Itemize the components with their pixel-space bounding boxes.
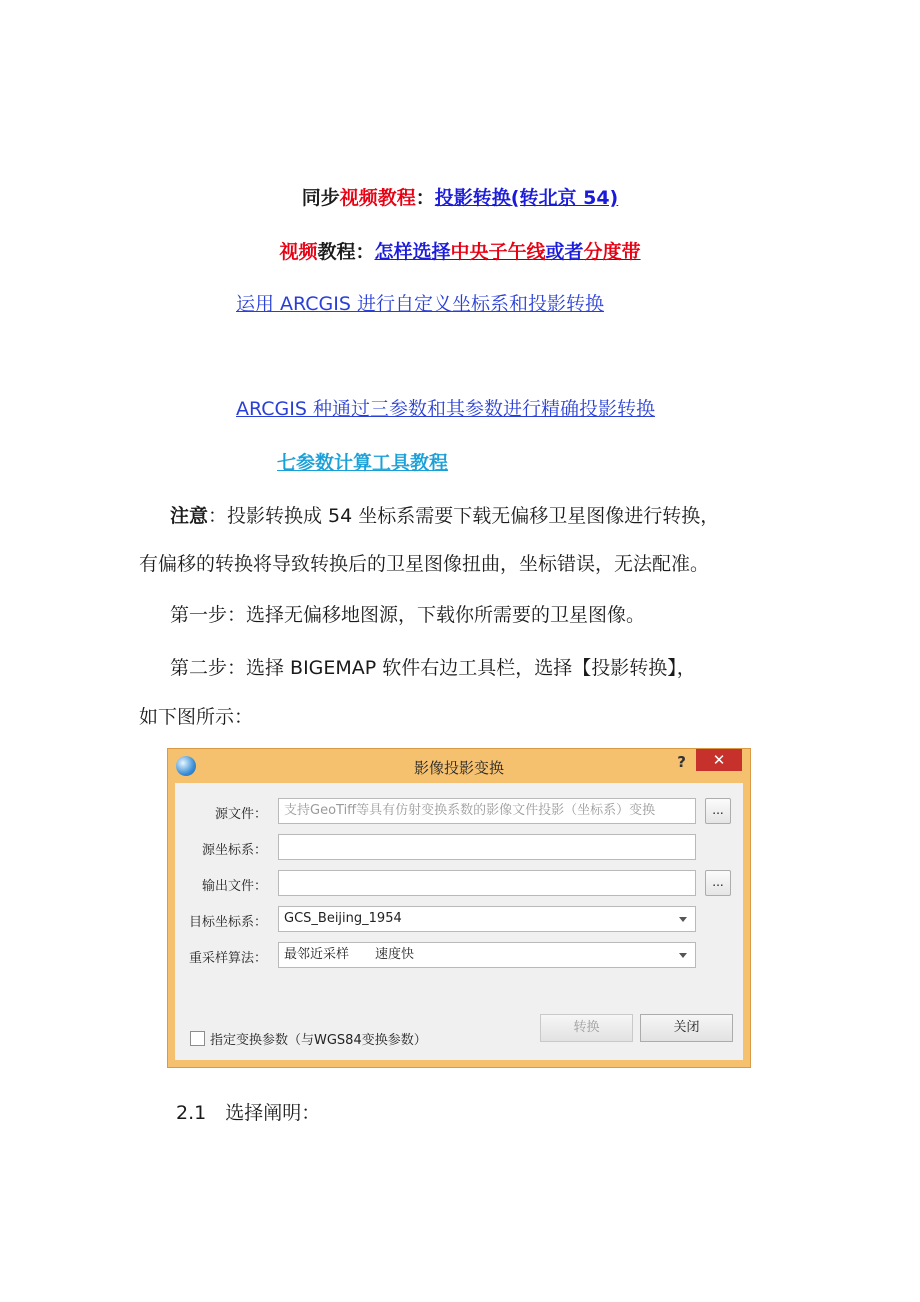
out-file-browse-button[interactable]: ...	[705, 870, 731, 896]
tutorial-label: 教程：	[317, 241, 375, 263]
note-label: 注意	[170, 505, 209, 527]
separator: ：	[415, 187, 435, 209]
note-text-2: 有偏移的转换将导致转换后的卫星图像扭曲，坐标错误，无法配准。	[139, 553, 710, 575]
seven-param-tool-link[interactable]: 七参数计算工具教程	[277, 452, 449, 474]
note-text-1: ：投影转换成 54 坐标系需要下载无偏移卫星图像进行转换，	[208, 505, 720, 527]
chevron-down-icon	[679, 953, 687, 958]
src-crs-input[interactable]	[278, 834, 696, 860]
arcgis-custom-crs-link[interactable]: 运用 ARCGIS 进行自定义坐标系和投影转换	[236, 293, 604, 315]
target-crs-label: 目标坐标系：	[188, 915, 267, 930]
projection-dialog	[167, 748, 751, 1068]
step-two: 第二步：选择 BIGEMAP 软件右边工具栏，选择【投影转换】，	[170, 657, 696, 679]
video-tutorial-label: 视频教程	[339, 187, 416, 209]
dialog-titlebar	[168, 749, 750, 783]
link-part-a: 怎样选择	[374, 241, 451, 263]
section-heading: 2.1 选择阐明：	[176, 1102, 321, 1124]
resample-select[interactable]	[278, 942, 696, 968]
out-file-label: 输出文件：	[201, 879, 267, 894]
projection-convert-link[interactable]: 投影转换(转北京 54)	[434, 187, 619, 209]
note-paragraph	[170, 501, 719, 528]
resample-value: 最邻近采样 速度快	[284, 947, 415, 962]
dialog-title: 影像投影变换	[413, 759, 504, 777]
src-file-label: 源文件：	[214, 807, 267, 822]
sync-prefix: 同步	[301, 187, 340, 209]
out-file-input[interactable]	[278, 870, 696, 896]
transform-params-checkbox[interactable]	[190, 1031, 205, 1046]
convert-button[interactable]: 转换	[540, 1014, 633, 1042]
target-crs-value: GCS_Beijing_1954	[284, 911, 402, 926]
video-label: 视频	[279, 241, 318, 263]
target-crs-select[interactable]	[278, 906, 696, 932]
link-part-d: 分度带	[583, 241, 641, 263]
src-file-input[interactable]: 支持GeoTiff等具有仿射变换系数的影像文件投影（坐标系）变换	[278, 798, 696, 824]
step-two-continued: 如下图所示：	[139, 706, 254, 728]
arcgis-precise-projection-link[interactable]: ARCGIS 种通过三参数和其参数进行精确投影转换	[236, 398, 655, 420]
chevron-down-icon	[679, 917, 687, 922]
link-part-c: 或者	[545, 241, 584, 263]
transform-params-label: 指定变换参数（与WGS84变换参数）	[210, 1033, 427, 1048]
dialog-client	[175, 783, 743, 1060]
video-tutorial-line	[0, 237, 920, 264]
how-to-choose-link[interactable]	[374, 241, 640, 263]
src-file-browse-button[interactable]: ...	[705, 798, 731, 824]
close-icon[interactable]: ✕	[696, 749, 742, 771]
resample-label: 重采样算法：	[188, 951, 267, 966]
sync-video-line	[0, 183, 920, 210]
src-crs-label: 源坐标系：	[201, 843, 267, 858]
close-button[interactable]: 关闭	[640, 1014, 733, 1042]
link-part-b: 中央子午线	[450, 241, 546, 263]
step-one: 第一步：选择无偏移地图源，下载你所需要的卫星图像。	[170, 604, 646, 626]
help-button[interactable]: ?	[677, 753, 686, 771]
